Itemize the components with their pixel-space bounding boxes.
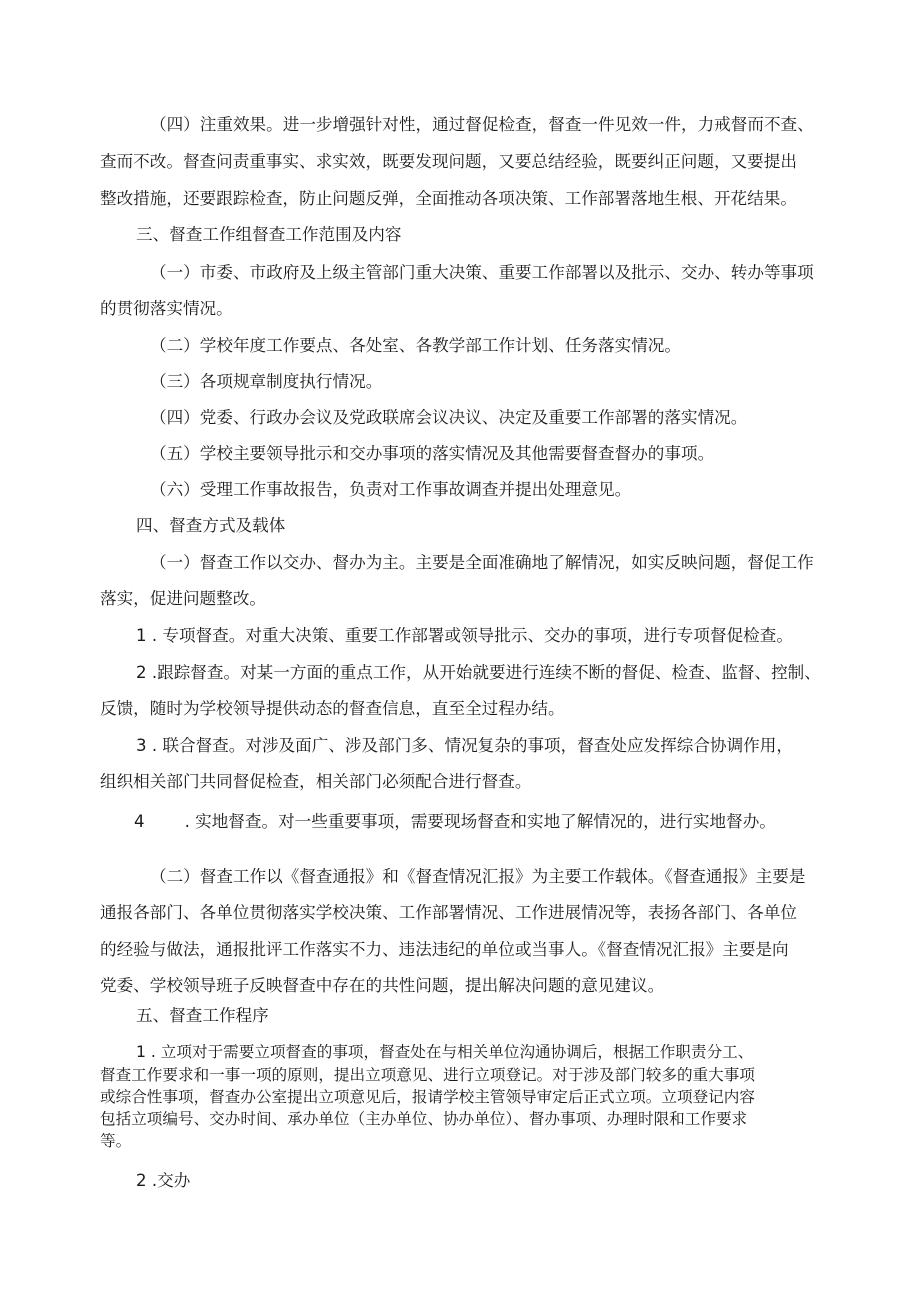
paragraph-line: 或综合性事项，督查办公室提出立项意见后，报请学校主管领导审定后正式立项。立项登记内容 — [100, 1088, 755, 1106]
paragraph-line: （六）受理工作事故报告，负责对工作事故调查并提出处理意见。 — [150, 480, 632, 499]
paragraph-line: （二）督查工作以《督查通报》和《督查情况汇报》为主要工作载体。《督查通报》主要是 — [150, 867, 806, 886]
section-heading-5: 五、督查工作程序 — [136, 1006, 269, 1025]
paragraph-line: （四）注重效果。进一步增强针对性，通过督促检查，督查一件见效一件，力戒督而不查、 — [150, 115, 814, 134]
paragraph-line: 包括立项编号、交办时间、承办单位（主办单位、协办单位）、督办事项、办理时限和工作要求 — [100, 1110, 748, 1128]
paragraph-line: （一）督查工作以交办、督办为主。主要是全面准确地了解情况，如实反映问题，督促工作 — [150, 553, 814, 572]
paragraph-line: （一）市委、市政府及上级主管部门重大决策、重要工作部署以及批示、交办、转办等事项 — [150, 263, 814, 282]
list-number: 4 — [134, 812, 145, 831]
step-item-1: 1 . 立项对于需要立项督查的事项，督查处在与相关单位沟通协调后，根据工作职责分工、 — [136, 1043, 754, 1061]
section-heading-4: 四、督查方式及载体 — [136, 516, 286, 535]
paragraph-line: 查而不改。督查问责重事实、求实效，既要发现问题，又要总结经验，既要纠正问题，又要提出 — [100, 152, 797, 171]
paragraph-line: （三）各项规章制度执行情况。 — [150, 372, 383, 391]
paragraph-line: 反馈，随时为学校领导提供动态的督查信息，直至全过程办结。 — [100, 699, 565, 718]
list-item-3: 3 . 联合督查。对涉及面广、涉及部门多、情况复杂的事项，督查处应发挥综合协调作用， — [136, 736, 793, 755]
paragraph-line: 督查工作要求和一事一项的原则，提出立项意见、进行立项登记。对于涉及部门较多的重大事项 — [100, 1066, 755, 1084]
paragraph-line: （四）党委、行政办会议及党政联席会议决议、决定及重要工作部署的落实情况。 — [150, 408, 748, 427]
list-item-4 — [134, 811, 776, 833]
paragraph-line: （二）学校年度工作要点、各处室、各教学部工作计划、任务落实情况。 — [150, 336, 681, 355]
paragraph-line: 等。 — [100, 1132, 132, 1150]
list-item-text: . 实地督查。对一些重要事项，需要现场督查和实地了解情况的，进行实地督办。 — [184, 812, 776, 831]
paragraph-line: 组织相关部门共同督促检查，相关部门必须配合进行督查。 — [100, 772, 532, 791]
paragraph-line: 的经验与做法，通报批评工作落实不力、违法违纪的单位或当事人。《督查情况汇报》主要是向 — [100, 940, 789, 959]
list-item-2: 2 .跟踪督查。对某一方面的重点工作，从开始就要进行连续不断的督促、检查、监督、控制、 — [136, 663, 821, 682]
paragraph-line: 整改措施，还要跟踪检查，防止问题反弹，全面推动各项决策、工作部署落地生根、开花结果。 — [100, 189, 797, 208]
paragraph-line: 通报各部门、各单位贯彻落实学校决策、工作部署情况、工作进展情况等，表扬各部门、各单位 — [100, 903, 797, 922]
list-item-1: 1 . 专项督查。对重大决策、重要工作部署或领导批示、交办的事项，进行专项督促检查。 — [136, 626, 793, 645]
paragraph-line: 的贯彻落实情况。 — [100, 299, 233, 318]
paragraph-line: 党委、学校领导班子反映督查中存在的共性问题，提出解决问题的意见建议。 — [100, 976, 665, 995]
paragraph-line: （五）学校主要领导批示和交办事项的落实情况及其他需要督查督办的事项。 — [150, 444, 715, 463]
section-heading-3: 三、督查工作组督查工作范围及内容 — [136, 225, 402, 244]
paragraph-line: 落实，促进问题整改。 — [100, 589, 266, 608]
step-item-2: 2 .交办 — [136, 1171, 191, 1190]
